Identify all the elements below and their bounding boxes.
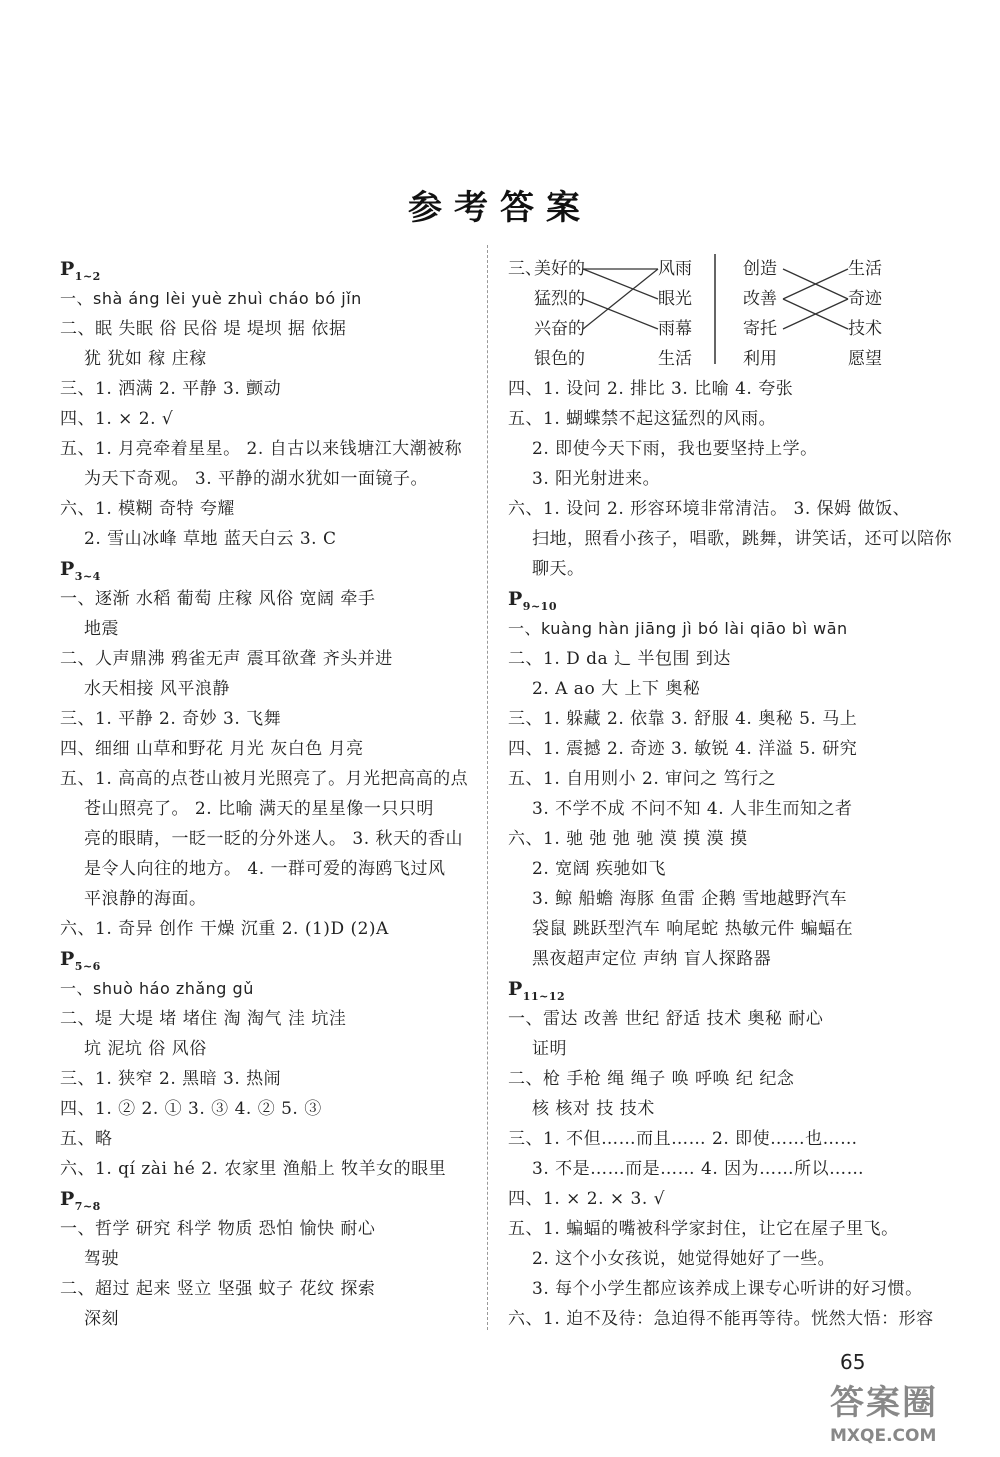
answer-line: 3. 不学不成 不问不知 4. 人非生而知之者 <box>532 799 853 819</box>
match-right-a: 改善 <box>743 289 777 309</box>
answer-line: 五、1. 高高的点苍山被月光照亮了。月光把高高的点 <box>60 769 469 789</box>
answer-line: 六、1. 设问 2. 形容环境非常清洁。 3. 保姆 做饭、 <box>508 499 911 519</box>
section-heading-letter: P <box>60 258 75 280</box>
section-heading-letter: P <box>60 558 75 580</box>
match-right-b: 生活 <box>848 259 882 279</box>
watermark-url: MXQE.COM <box>830 1426 937 1446</box>
section-heading-letter: P <box>508 978 523 1000</box>
answer-line: 坑 泥坑 俗 风俗 <box>84 1039 207 1059</box>
match-left-a: 兴奋的 <box>534 319 585 339</box>
answer-line: 聊天。 <box>532 559 585 579</box>
answer-line: 驾驶 <box>84 1249 119 1269</box>
page-number: 65 <box>840 1350 866 1374</box>
answer-line: 证明 <box>532 1039 567 1059</box>
answer-line: 四、1. 震撼 2. 奇迹 3. 敏锐 4. 洋溢 5. 研究 <box>508 739 858 759</box>
answer-line: 3. 不是……而是…… 4. 因为……所以…… <box>532 1159 865 1179</box>
match-right-b: 技术 <box>848 319 882 339</box>
answer-line: 3. 每个小学生都应该养成上课专心听讲的好习惯。 <box>532 1279 923 1299</box>
watermark <box>830 1375 995 1453</box>
answer-line: 2. 雪山冰峰 草地 蓝天白云 3. C <box>84 529 337 549</box>
match-left-a: 美好的 <box>534 259 585 279</box>
answer-line: 扫地，照看小孩子，唱歌，跳舞，讲笑话，还可以陪你 <box>532 529 952 549</box>
answer-line: 袋鼠 跳跃型汽车 响尾蛇 热敏元件 蝙蝠在 <box>532 919 854 939</box>
section-heading-letter: P <box>60 948 75 970</box>
answer-line: 五、1. 蝙蝠的嘴被科学家封住，让它在屋子里飞。 <box>508 1219 899 1239</box>
section-heading-pages: 1~2 <box>74 269 101 283</box>
answer-line: 四、1. × 2. × 3. √ <box>508 1189 665 1209</box>
answer-line: 地震 <box>84 619 119 639</box>
answer-line: 二、堤 大堤 堵 堵住 淘 淘气 洼 坑洼 <box>60 1009 347 1029</box>
answer-line: 是令人向往的地方。 4. 一群可爱的海鸥飞过风 <box>84 859 446 879</box>
match-left-b: 雨幕 <box>658 319 692 339</box>
match-right-a: 寄托 <box>743 319 777 339</box>
answer-line: 黑夜超声定位 声纳 盲人探路器 <box>532 949 772 969</box>
match-right-a: 创造 <box>743 259 777 279</box>
section-heading-pages: 7~8 <box>74 1199 101 1213</box>
answer-line: 二、人声鼎沸 鸦雀无声 震耳欲聋 齐头并进 <box>60 649 393 669</box>
match-left-b: 生活 <box>658 349 692 369</box>
answer-line: 3. 鲸 船蟾 海豚 鱼雷 企鹅 雪地越野汽车 <box>532 889 848 909</box>
answer-line: 水天相接 风平浪静 <box>84 679 230 699</box>
page-title: 参考答案 <box>408 188 592 228</box>
answer-line: 六、1. 迫不及待：急迫得不能再等待。恍然大悟：形容 <box>508 1309 934 1329</box>
answer-line: 2. 宽阔 疾驰如飞 <box>532 859 667 879</box>
answer-line: 2. A ao 大 上下 奥秘 <box>532 679 701 699</box>
section-heading <box>60 944 470 974</box>
section-heading-pages: 5~6 <box>74 959 101 973</box>
section-heading <box>508 974 928 1004</box>
answer-line: 一、雷达 改善 世纪 舒适 技术 奥秘 耐心 <box>508 1009 824 1029</box>
section-heading <box>508 584 928 614</box>
answer-line: 犹 犹如 稼 庄稼 <box>84 349 207 369</box>
answer-line: 三、1. 洒满 2. 平静 3. 颤动 <box>60 379 282 399</box>
section-heading <box>60 554 470 584</box>
answer-line: 深刻 <box>84 1309 119 1329</box>
answer-line: 一、shuò háo zhǎng gǔ <box>60 979 254 998</box>
answer-line: 四、1. × 2. √ <box>60 409 174 429</box>
answer-line: 三、1. 不但……而且…… 2. 即使……也…… <box>508 1129 858 1149</box>
answer-line: 五、1. 自用则小 2. 审问之 笃行之 <box>508 769 777 789</box>
answer-line: 二、枪 手枪 绳 绳子 唤 呼唤 纪 纪念 <box>508 1069 795 1089</box>
answer-line: 六、1. 奇异 创作 干燥 沉重 2. (1)D (2)A <box>60 919 389 939</box>
match-right-a: 利用 <box>743 349 777 369</box>
section-heading-pages: 3~4 <box>74 569 101 583</box>
section-heading <box>60 254 470 284</box>
answer-line: 2. 即使今天下雨，我也要坚持上学。 <box>532 439 818 459</box>
right-answers <box>508 374 952 1334</box>
right-column <box>508 254 952 1334</box>
answer-line: 五、略 <box>60 1129 113 1149</box>
section-heading-letter: P <box>60 1188 75 1210</box>
answer-line: 四、1. 设问 2. 排比 3. 比喻 4. 夸张 <box>508 379 794 399</box>
answer-line: 核 核对 技 技术 <box>532 1099 655 1119</box>
match-left-a: 银色的 <box>534 349 585 369</box>
match-right-b: 愿望 <box>848 349 882 369</box>
match-prefix: 三、 <box>508 259 542 279</box>
answer-line: 一、逐渐 水稻 葡萄 庄稼 风俗 宽阔 牵手 <box>60 589 376 609</box>
match-left-b: 风雨 <box>658 259 692 279</box>
left-column <box>60 254 470 1334</box>
answer-line: 六、1. 驰 弛 弛 驰 漠 摸 漠 摸 <box>508 829 748 849</box>
matching-exercise <box>508 254 928 374</box>
section-heading-pages: 9~10 <box>522 599 557 613</box>
answer-line: 2. 这个小女孩说，她觉得她好了一些。 <box>532 1249 836 1269</box>
match-left-a: 猛烈的 <box>534 289 585 309</box>
answer-line: 六、1. 模糊 奇特 夸耀 <box>60 499 235 519</box>
answer-line: 苍山照亮了。 2. 比喻 满天的星星像一只只明 <box>84 799 434 819</box>
answer-line: 三、1. 平静 2. 奇妙 3. 飞舞 <box>60 709 282 729</box>
watermark-logo: 答案圈 <box>830 1383 938 1423</box>
answer-line: 五、1. 蝴蝶禁不起这猛烈的风雨。 <box>508 409 777 429</box>
answer-line: 亮的眼睛，一眨一眨的分外迷人。 3. 秋天的香山 <box>84 829 464 849</box>
section-heading-pages: 11~12 <box>522 989 566 1003</box>
section-heading-letter: P <box>508 588 523 610</box>
answer-line: 二、1. D da 辶 半包围 到达 <box>508 649 731 669</box>
answer-line: 为天下奇观。 3. 平静的湖水犹如一面镜子。 <box>84 469 429 489</box>
section-heading <box>60 1184 470 1214</box>
answer-line: 六、1. qí zài hé 2. 农家里 渔船上 牧羊女的眼里 <box>60 1159 447 1179</box>
answer-line: 一、kuàng hàn jiāng jì bó lài qiāo bì wān <box>508 619 848 638</box>
match-right-b: 奇迹 <box>848 289 882 309</box>
column-divider <box>487 245 488 1330</box>
answer-line: 3. 阳光射进来。 <box>532 469 661 489</box>
answer-line: 一、哲学 研究 科学 物质 恐怕 愉快 耐心 <box>60 1219 376 1239</box>
answer-line: 一、shà áng lèi yuè zhuì cháo bó jǐn <box>60 289 362 308</box>
answer-line: 二、超过 起来 竖立 坚强 蚊子 花纹 探索 <box>60 1279 376 1299</box>
answer-line: 四、1. ② 2. ① 3. ③ 4. ② 5. ③ <box>60 1099 322 1119</box>
answer-line: 二、眠 失眠 俗 民俗 堤 堤坝 据 依据 <box>60 319 347 339</box>
answer-line: 五、1. 月亮牵着星星。 2. 自古以来钱塘江大潮被称 <box>60 439 463 459</box>
answer-line: 三、1. 躲藏 2. 依靠 3. 舒服 4. 奥秘 5. 马上 <box>508 709 858 729</box>
match-left-b: 眼光 <box>658 289 692 309</box>
answer-line: 三、1. 狭窄 2. 黑暗 3. 热闹 <box>60 1069 282 1089</box>
answer-line: 平浪静的海面。 <box>84 889 207 909</box>
answer-line: 四、细细 山草和野花 月光 灰白色 月亮 <box>60 739 364 759</box>
